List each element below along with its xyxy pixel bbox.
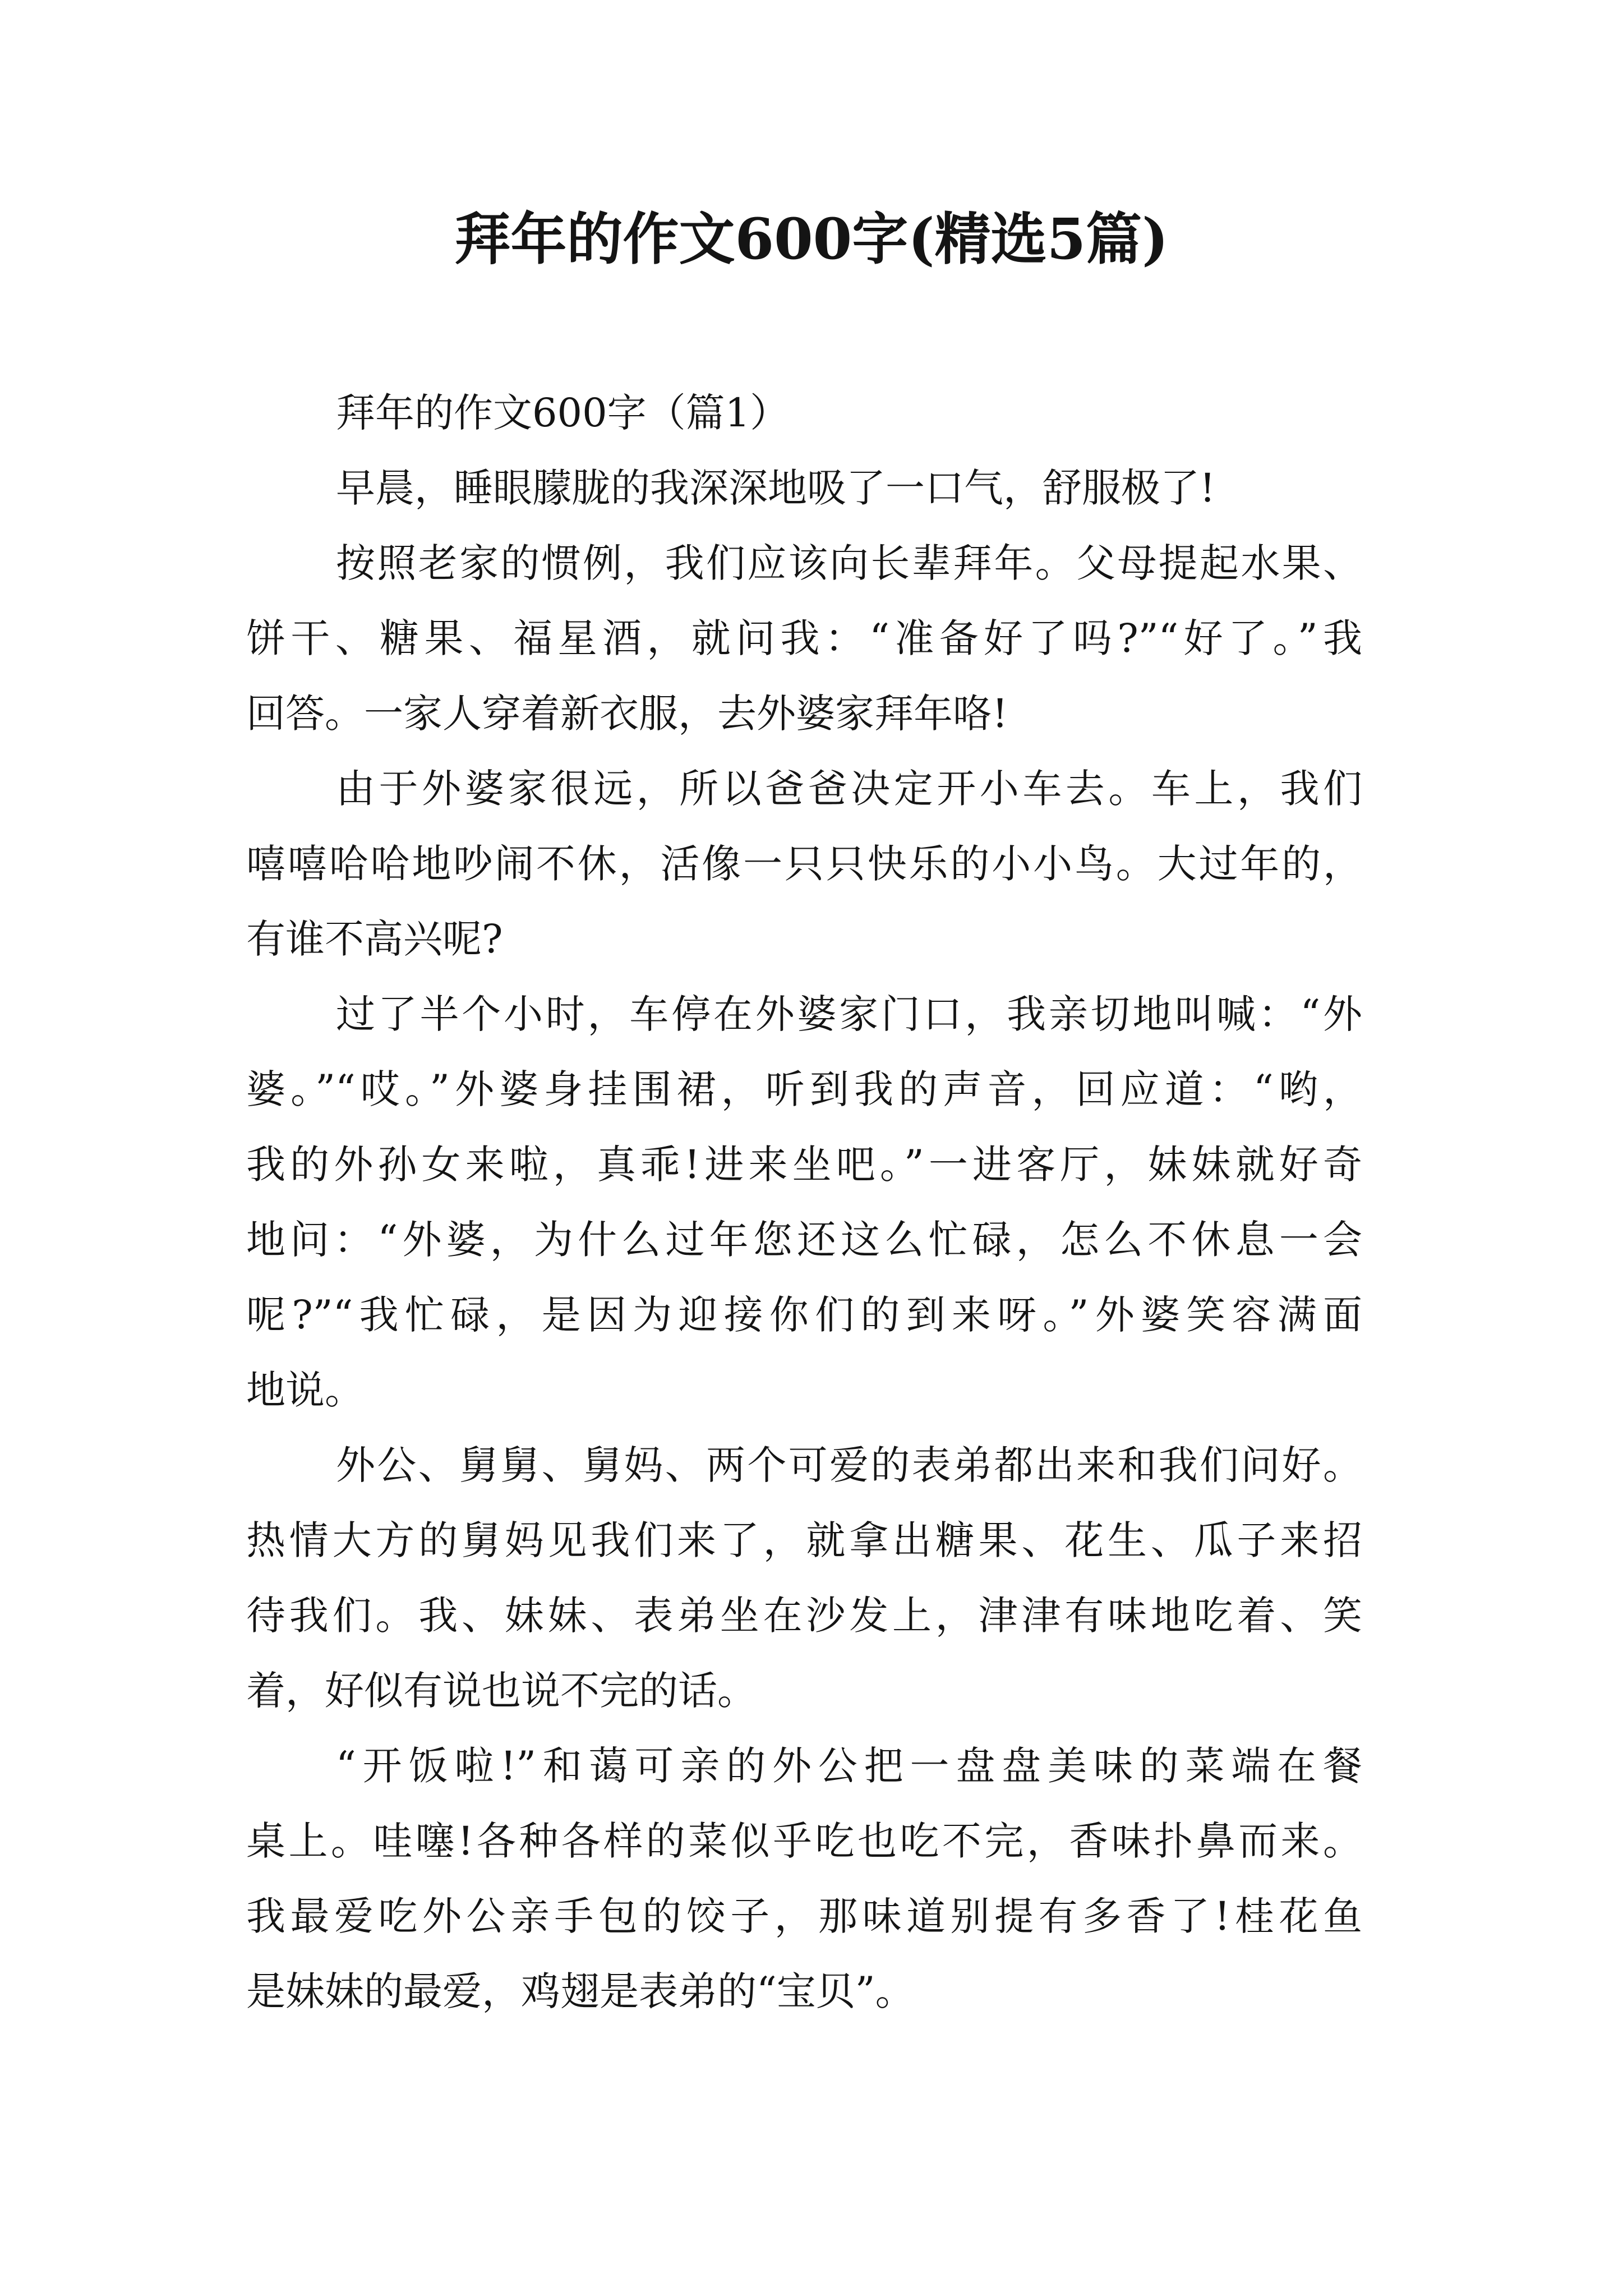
paragraph: [246, 977, 1362, 1428]
text-line: 待我们。我、妹妹、表弟坐在沙发上，津津有味地吃着、笑: [246, 1593, 1362, 1639]
text-line: 呢?”“我忙碌，是因为迎接你们的到来呀。”外婆笑容满面: [246, 1292, 1362, 1338]
text-line: 地问：“外婆，为什么过年您还这么忙碌，怎么不休息一会: [246, 1217, 1362, 1263]
text-line: 婆。”“哎。”外婆身挂围裙，听到我的声音，回应道：“哟，: [246, 1066, 1362, 1112]
text-line: 回答。一家人穿着新衣服，去外婆家拜年咯!: [246, 691, 1008, 737]
document-body: [246, 375, 1362, 2029]
text-line: 热情大方的舅妈见我们来了，就拿出糖果、花生、瓜子来招: [246, 1517, 1362, 1563]
text-line: 外公、舅舅、舅妈、两个可爱的表弟都出来和我们问好。: [336, 1442, 1362, 1488]
text-line: 着，好似有说也说不完的话。: [246, 1668, 757, 1714]
text-line: 地说。: [246, 1367, 364, 1413]
paragraph: [246, 751, 1362, 977]
text-line: 我的外孙女来啦，真乖!进来坐吧。”一进客厅，妹妹就好奇: [246, 1142, 1362, 1188]
text-line: “开饭啦!”和蔼可亲的外公把一盘盘美味的菜端在餐: [336, 1743, 1362, 1789]
text-line: 按照老家的惯例，我们应该向长辈拜年。父母提起水果、: [336, 540, 1362, 586]
paragraph: [246, 526, 1362, 751]
text-line: 有谁不高兴呢?: [246, 916, 503, 962]
text-line: 是妹妹的最爱，鸡翅是表弟的“宝贝”。: [246, 1968, 915, 2014]
document-title: 拜年的作文600字(精选5篇): [454, 206, 1169, 272]
text-line: 饼干、糖果、福星酒，就问我：“准备好了吗?”“好了。”我: [246, 615, 1362, 661]
text-line: 由于外婆家很远，所以爸爸决定开小车去。车上，我们: [336, 766, 1362, 812]
paragraph: [246, 1728, 1362, 2029]
text-line: 嘻嘻哈哈地吵闹不休，活像一只只快乐的小小鸟。大过年的，: [246, 841, 1362, 887]
text-line: 过了半个小时，车停在外婆家门口，我亲切地叫喊：“外: [336, 991, 1362, 1037]
text-line: 桌上。哇噻!各种各样的菜似乎吃也吃不完，香味扑鼻而来。: [246, 1818, 1362, 1864]
paragraph: [246, 1428, 1362, 1728]
text-line: 早晨，睡眼朦胧的我深深地吸了一口气，舒服极了!: [336, 465, 1216, 511]
text-line: 我最爱吃外公亲手包的饺子，那味道别提有多香了!桂花鱼: [246, 1893, 1362, 1939]
paragraph: [246, 450, 1362, 526]
section-heading: 拜年的作文600字（篇1）: [336, 390, 790, 436]
